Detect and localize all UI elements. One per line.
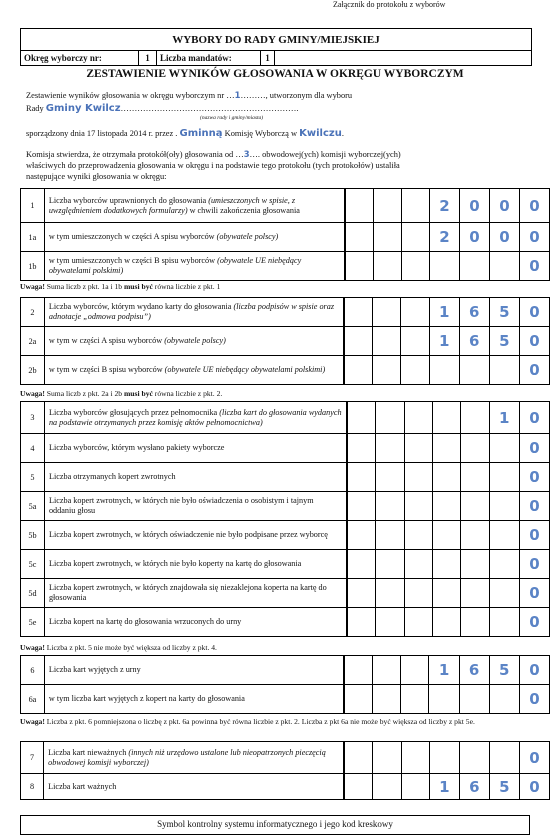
digit-cell[interactable]	[373, 356, 401, 385]
row-number: 5	[21, 463, 45, 492]
digit-cell[interactable]	[376, 463, 404, 492]
row-number: 5a	[21, 492, 45, 521]
digit-cell[interactable]: 5	[489, 298, 519, 327]
results-table-2	[20, 297, 550, 385]
results-table-5	[20, 741, 550, 800]
digit-cell[interactable]: 0	[519, 774, 549, 800]
row-number: 1b	[21, 252, 45, 281]
table-row	[21, 327, 550, 356]
results-table-4	[20, 655, 550, 714]
results-table-1	[20, 188, 550, 281]
digit-cell[interactable]	[347, 550, 376, 579]
digit-cell[interactable]	[459, 742, 489, 774]
digit-cell[interactable]	[376, 521, 404, 550]
row-number: 5b	[21, 521, 45, 550]
digit-cell[interactable]: 0	[459, 189, 489, 223]
digit-cell[interactable]: 6	[459, 656, 489, 685]
table-row	[21, 356, 550, 385]
section-heading: ZESTAWIENIE WYNIKÓW GŁOSOWANIA W OKRĘGU WYBORCZYM	[86, 68, 464, 80]
digit-cell[interactable]	[373, 189, 401, 223]
digit-cell[interactable]: 6	[459, 774, 489, 800]
mandates-number: 1	[261, 51, 275, 65]
table-row	[21, 656, 550, 685]
digit-cell[interactable]: 1	[429, 327, 459, 356]
row-number: 7	[21, 742, 44, 774]
digit-cell[interactable]: 0	[519, 492, 549, 521]
control-symbol-footer: Symbol kontrolny systemu informatycznego i jego kod kreskowy	[20, 815, 530, 835]
mandates-label: Liczba mandatów:	[157, 51, 261, 65]
digit-cell[interactable]	[373, 327, 401, 356]
row-label: Liczba kart nieważnych (innych niż urzędowo ustalone lub nieopatrzonych pieczęcią obwodowej komisji wyborczej)	[44, 742, 344, 774]
digit-cell[interactable]	[404, 492, 432, 521]
row-label: Liczba kopert na kartę do głosowania wrzuconych do urny	[44, 608, 347, 637]
digit-cell[interactable]	[404, 402, 432, 434]
digit-cell[interactable]	[347, 492, 376, 521]
digit-cell[interactable]: 2	[429, 189, 459, 223]
district-row-spacer	[275, 51, 531, 65]
digit-cell[interactable]	[429, 356, 459, 385]
row-label: w tym umieszczonych w części A spisu wyborców (obywatele polscy)	[44, 223, 344, 252]
row-label: Liczba wyborców głosujących przez pełnomocnika (liczba kart do głosowania wydanych na podstawie otrzymanych przez komisję aktów pełnomocnictwa)	[44, 402, 347, 434]
digit-cell[interactable]: 0	[519, 463, 549, 492]
digit-cell[interactable]	[344, 298, 373, 327]
digit-cell[interactable]	[404, 434, 432, 463]
digit-cell[interactable]: 5	[489, 774, 519, 800]
digit-cell[interactable]	[347, 608, 376, 637]
results-table-3	[20, 401, 550, 637]
row-label: w tym w części B spisu wyborców (obywatele UE niebędący obywatelami polskimi)	[44, 356, 343, 385]
digit-cell[interactable]	[376, 579, 404, 608]
digit-cell[interactable]	[489, 521, 519, 550]
digit-cell[interactable]: 0	[519, 550, 549, 579]
digit-cell[interactable]	[401, 327, 429, 356]
digit-cell[interactable]	[373, 252, 401, 281]
district-row	[20, 50, 532, 66]
row-label: Liczba kopert zwrotnych, w których nie było koperty na kartę do głosowania	[44, 550, 347, 579]
digit-cell[interactable]	[376, 550, 404, 579]
table-row	[21, 223, 550, 252]
table-row	[21, 402, 550, 434]
digit-cell[interactable]	[376, 492, 404, 521]
digit-cell[interactable]: 0	[519, 252, 549, 281]
digit-cell[interactable]	[489, 742, 519, 774]
digit-cell[interactable]	[433, 492, 461, 521]
district-number: 1	[139, 51, 157, 65]
form-title: WYBORY DO RADY GMINY/MIEJSKIEJ	[20, 28, 532, 51]
digit-cell[interactable]	[345, 252, 374, 281]
digit-cell[interactable]	[489, 356, 519, 385]
digit-cell[interactable]: 1	[429, 774, 459, 800]
digit-cell[interactable]	[429, 252, 459, 281]
row-label: Liczba kopert zwrotnych, w których nie było oświadczenia o osobistym i tajnym oddaniu głosu	[44, 492, 347, 521]
digit-cell[interactable]	[489, 463, 519, 492]
table-row	[21, 608, 550, 637]
digit-cell[interactable]: 0	[519, 223, 549, 252]
digit-cell[interactable]	[433, 608, 461, 637]
district-label: Okręg wyborczy nr:	[21, 51, 139, 65]
digit-cell[interactable]: 5	[489, 656, 519, 685]
digit-cell[interactable]: 2	[429, 223, 459, 252]
note-2: Uwaga! Suma liczb z pkt. 2a i 2b musi być równa liczbie z pkt. 2.	[20, 389, 223, 398]
digit-cell[interactable]: 1	[429, 298, 459, 327]
digit-cell[interactable]	[347, 521, 376, 550]
table-row	[21, 685, 550, 714]
digit-cell[interactable]: 1	[489, 402, 519, 434]
digit-cell[interactable]	[372, 656, 400, 685]
digit-cell[interactable]	[461, 550, 489, 579]
digit-cell[interactable]	[401, 298, 429, 327]
row-number: 3	[21, 402, 45, 434]
row-number: 5c	[21, 550, 45, 579]
digit-cell[interactable]	[433, 550, 461, 579]
digit-cell[interactable]: 1	[429, 656, 459, 685]
digit-cell[interactable]: 0	[519, 189, 549, 223]
digit-cell[interactable]	[489, 608, 519, 637]
digit-cell[interactable]	[433, 434, 461, 463]
note-1: Uwaga! Suma liczb z pkt. 1a i 1b musi być równa liczbie z pkt. 1	[20, 282, 221, 291]
digit-cell[interactable]	[401, 356, 429, 385]
row-label: w tym w części A spisu wyborców (obywatele polscy)	[44, 327, 343, 356]
annex-label: Załącznik do protokołu z wyborów	[333, 0, 446, 9]
digit-cell[interactable]	[373, 774, 401, 800]
table-row	[21, 774, 550, 800]
row-number: 5d	[21, 579, 45, 608]
digit-cell[interactable]	[376, 434, 404, 463]
row-number: 2a	[21, 327, 45, 356]
digit-cell[interactable]	[376, 402, 404, 434]
digit-cell[interactable]	[433, 402, 461, 434]
note-3: Uwaga! Liczba z pkt. 5 nie może być większa od liczby z pkt. 4.	[20, 643, 217, 652]
intro-line-4: Komisja stwierdza, że otrzymała protokół(oły) głosowania od …3…. obwodowej(ych) komisji wyborczej(ych)	[26, 149, 401, 159]
digit-cell[interactable]	[404, 579, 432, 608]
digit-cell[interactable]	[461, 521, 489, 550]
digit-cell[interactable]	[344, 685, 373, 714]
digit-cell[interactable]: 0	[489, 223, 519, 252]
digit-cell[interactable]: 0	[519, 656, 549, 685]
digit-cell[interactable]	[344, 742, 373, 774]
table-row	[21, 189, 550, 223]
table-row	[21, 252, 550, 281]
row-label: Liczba otrzymanych kopert zwrotnych	[44, 463, 347, 492]
digit-cell[interactable]: 0	[519, 356, 549, 385]
digit-cell[interactable]	[433, 579, 461, 608]
digit-cell[interactable]: 0	[519, 685, 549, 714]
row-label: w tym liczba kart wyjętych z kopert na karty do głosowania	[44, 685, 343, 714]
digit-cell[interactable]	[344, 327, 373, 356]
digit-cell[interactable]	[459, 252, 489, 281]
table-row	[21, 742, 550, 774]
digit-cell[interactable]: 0	[519, 434, 549, 463]
digit-cell[interactable]: 0	[519, 742, 549, 774]
digit-cell[interactable]	[401, 742, 429, 774]
digit-cell[interactable]	[459, 356, 489, 385]
intro-line-6: następujące wyniki głosowania w okręgu:	[26, 172, 167, 181]
row-number: 2	[21, 298, 45, 327]
digit-cell[interactable]	[489, 252, 519, 281]
digit-cell[interactable]: 6	[459, 327, 489, 356]
table-row	[21, 550, 550, 579]
digit-cell[interactable]	[344, 356, 373, 385]
digit-cell[interactable]	[461, 434, 489, 463]
table-row	[21, 492, 550, 521]
digit-cell[interactable]	[344, 656, 373, 685]
digit-cell[interactable]	[347, 463, 376, 492]
digit-cell[interactable]: 0	[519, 579, 549, 608]
digit-cell[interactable]	[429, 742, 459, 774]
digit-cell[interactable]	[401, 656, 429, 685]
row-number: 4	[21, 434, 45, 463]
table-row	[21, 298, 550, 327]
digit-cell[interactable]	[347, 402, 376, 434]
digit-cell[interactable]	[489, 550, 519, 579]
digit-cell[interactable]	[373, 298, 401, 327]
digit-cell[interactable]	[347, 434, 376, 463]
row-number: 1a	[21, 223, 45, 252]
row-label: Liczba kopert zwrotnych, w których znajdowała się niezaklejona koperta na kartę do głosowania	[44, 579, 347, 608]
row-label: Liczba wyborców, którym wydano karty do głosowania (liczba podpisów w spisie oraz adnotacje „odmowa podpisu”)	[44, 298, 343, 327]
digit-cell[interactable]: 0	[519, 298, 549, 327]
row-number: 2b	[21, 356, 45, 385]
digit-cell[interactable]	[461, 463, 489, 492]
digit-cell[interactable]	[376, 608, 404, 637]
row-label: Liczba wyborców uprawnionych do głosowania (umieszczonych w spisie, z uwzględnieniem dodatkowych formularzy) w chwili zakończenia głosowania	[44, 189, 344, 223]
row-number: 6a	[21, 685, 45, 714]
digit-cell[interactable]	[373, 742, 401, 774]
digit-cell[interactable]	[345, 223, 374, 252]
digit-cell[interactable]	[429, 685, 459, 714]
digit-cell[interactable]	[373, 223, 401, 252]
digit-cell[interactable]	[461, 608, 489, 637]
digit-cell[interactable]: 0	[519, 521, 549, 550]
digit-cell[interactable]	[459, 685, 489, 714]
digit-cell[interactable]	[404, 521, 432, 550]
digit-cell[interactable]: 0	[459, 223, 489, 252]
digit-cell[interactable]	[489, 434, 519, 463]
digit-cell[interactable]	[401, 774, 429, 800]
row-number: 8	[21, 774, 44, 800]
digit-cell[interactable]	[401, 685, 429, 714]
note-4: Uwaga! Liczba z pkt. 6 pomniejszona o liczbę z pkt. 6a powinna być równa liczbie z pkt. 2. Liczba z pkt 6a nie może być większa od liczby z pkt 5e.	[20, 717, 475, 726]
row-label: Liczba kart wyjętych z urny	[44, 656, 343, 685]
digit-cell[interactable]	[401, 252, 429, 281]
digit-cell[interactable]: 0	[519, 608, 549, 637]
row-label: Liczba wyborców, którym wysłano pakiety wyborcze	[44, 434, 347, 463]
digit-cell[interactable]: 6	[459, 298, 489, 327]
digit-cell[interactable]: 0	[489, 189, 519, 223]
digit-cell[interactable]: 0	[519, 402, 549, 434]
digit-cell[interactable]	[345, 189, 374, 223]
digit-cell[interactable]	[461, 402, 489, 434]
digit-cell[interactable]	[401, 223, 429, 252]
digit-cell[interactable]	[489, 685, 519, 714]
digit-cell[interactable]	[344, 774, 373, 800]
row-label: w tym umieszczonych w części B spisu wyborców (obywatele UE niebędący obywatelami polskimi)	[44, 252, 344, 281]
row-number: 1	[21, 189, 45, 223]
intro-line-1: Zestawienie wyników głosowania w okręgu wyborczym nr …1………, utworzonym dla wyboru	[26, 90, 353, 100]
table-row	[21, 521, 550, 550]
table-row	[21, 579, 550, 608]
digit-cell[interactable]	[433, 521, 461, 550]
digit-cell[interactable]: 0	[519, 327, 549, 356]
table-row	[21, 463, 550, 492]
digit-cell[interactable]	[401, 189, 429, 223]
row-label: Liczba kart ważnych	[44, 774, 344, 800]
digit-cell[interactable]	[489, 492, 519, 521]
digit-cell[interactable]: 5	[489, 327, 519, 356]
table-row	[21, 434, 550, 463]
digit-cell[interactable]	[347, 579, 376, 608]
digit-cell[interactable]	[461, 492, 489, 521]
digit-cell[interactable]	[433, 463, 461, 492]
intro-hint: (nazwa rady i gminy/miasta)	[200, 115, 264, 121]
digit-cell[interactable]	[489, 579, 519, 608]
digit-cell[interactable]	[404, 608, 432, 637]
digit-cell[interactable]	[461, 579, 489, 608]
intro-line-2: Rady Gminy Kwilcz……………………………………………………….	[26, 103, 299, 114]
intro-line-5: właściwych do przeprowadzenia głosowania w okręgu i na podstawie tego protokołu (tych protokołów) ustaliła	[26, 161, 400, 170]
row-number: 6	[21, 656, 45, 685]
digit-cell[interactable]	[404, 550, 432, 579]
digit-cell[interactable]	[404, 463, 432, 492]
row-label: Liczba kopert zwrotnych, w których oświadczenie nie było podpisane przez wyborcę	[44, 521, 347, 550]
digit-cell[interactable]	[372, 685, 400, 714]
intro-line-3: sporządzony dnia 17 listopada 2014 r. przez . Gminną Komisję Wyborczą w Kwilczu.	[26, 128, 344, 139]
row-number: 5e	[21, 608, 45, 637]
